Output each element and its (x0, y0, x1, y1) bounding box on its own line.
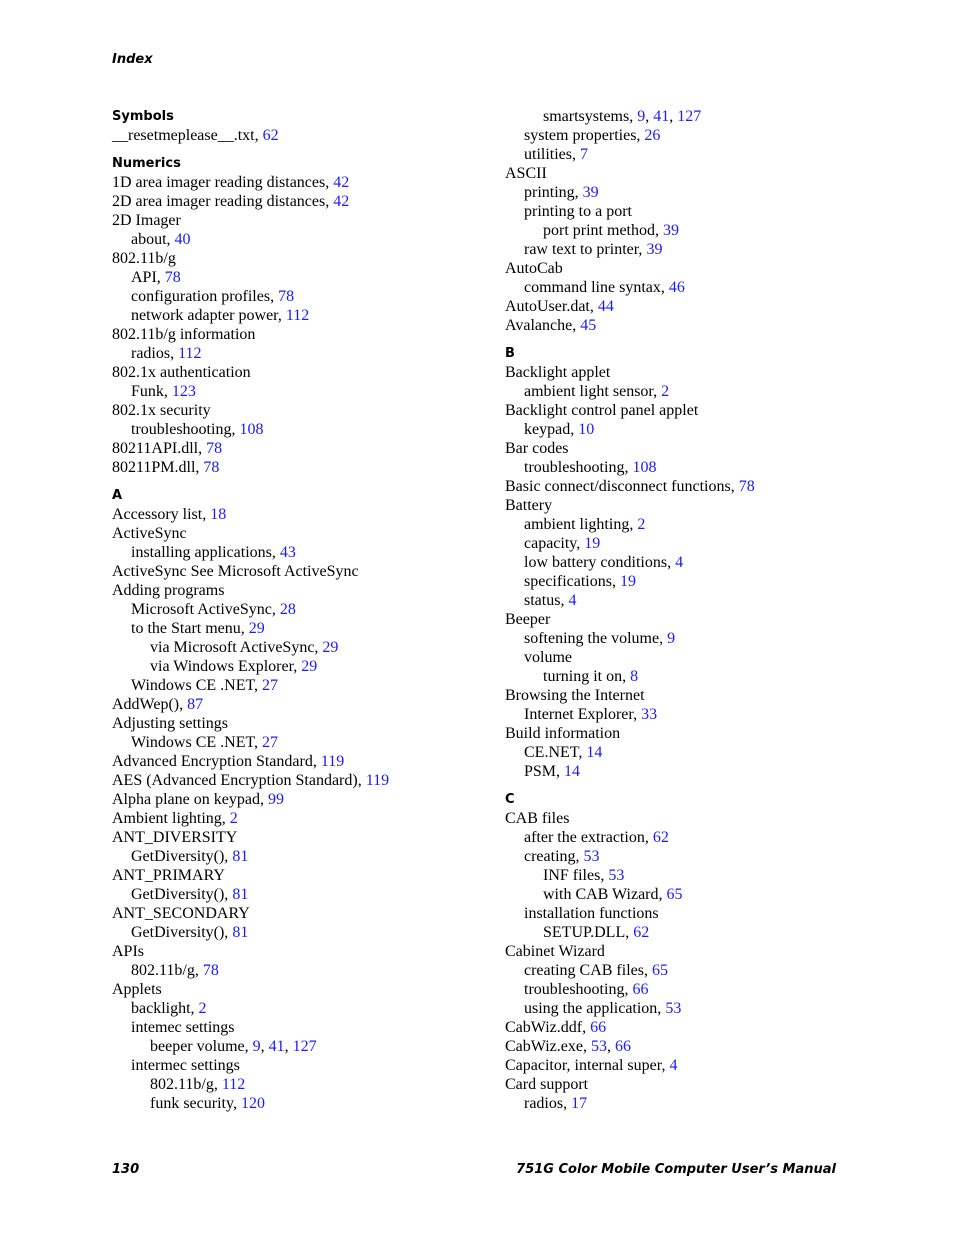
page-link[interactable]: 39 (582, 184, 599, 201)
index-term: CE.NET, (524, 744, 587, 761)
index-term: Avalanche, (505, 317, 581, 334)
page-link[interactable]: 14 (586, 744, 603, 761)
index-entry (112, 325, 512, 344)
index-term: installation functions (524, 905, 659, 922)
index-term: port print method, (543, 222, 663, 239)
index-term: specifications, (524, 573, 620, 590)
index-entry (112, 904, 512, 923)
index-entry (112, 657, 512, 676)
index-term: creating, (524, 848, 584, 865)
index-entry (112, 249, 512, 268)
index-entry (505, 828, 905, 847)
manual-title: 751G Color Mobile Computer User’s Manual (516, 1162, 836, 1177)
index-entry (112, 543, 512, 562)
index-term: configuration profiles, (131, 288, 279, 305)
index-entry (112, 885, 512, 904)
index-term: status, (524, 592, 569, 609)
page-link[interactable]: 9 (667, 630, 676, 647)
index-entry (112, 420, 512, 439)
page-link[interactable]: 9 (252, 1038, 261, 1055)
index-entry (505, 297, 905, 316)
index-term: troubleshooting, (131, 421, 240, 438)
index-term: CAB files (505, 810, 570, 827)
index-entry (112, 638, 512, 657)
page-link[interactable]: 19 (584, 535, 601, 552)
page-link[interactable]: 53 (590, 1038, 607, 1055)
index-entry (112, 211, 512, 230)
index-term: radios, (131, 345, 179, 362)
page-link[interactable]: 123 (171, 383, 196, 400)
page-link[interactable]: 41 (268, 1038, 285, 1055)
page-link[interactable]: 14 (564, 763, 581, 780)
index-entry (112, 524, 512, 543)
index-entry (505, 534, 905, 553)
index-term: Backlight control panel applet (505, 402, 699, 419)
page-link[interactable]: 17 (571, 1095, 588, 1112)
index-entry (112, 942, 512, 961)
page-link[interactable]: 27 (262, 734, 279, 751)
index-term: Adjusting settings (112, 715, 229, 732)
page-link[interactable]: 8 (630, 668, 639, 685)
index-entry (505, 401, 905, 420)
index-term: 802.11b/g (112, 250, 176, 267)
index-entry (505, 885, 905, 904)
index-entry (505, 572, 905, 591)
index-term: ambient lighting, (524, 516, 638, 533)
page-link[interactable]: 112 (178, 345, 202, 362)
index-term: softening the volume, (524, 630, 668, 647)
index-entry (505, 553, 905, 572)
index-entry (112, 752, 512, 771)
index-term: intermec settings (131, 1057, 240, 1074)
index-term: AddWep(), (112, 696, 188, 713)
index-term: CabWiz.ddf, (505, 1019, 591, 1036)
index-term: Battery (505, 497, 553, 514)
page-link[interactable]: 66 (614, 1038, 631, 1055)
index-term: Microsoft ActiveSync, (131, 601, 280, 618)
index-term: Accessory list, (112, 506, 211, 523)
page-link[interactable]: 46 (668, 279, 685, 296)
index-entry (112, 287, 512, 306)
index-entry (505, 496, 905, 515)
index-term: GetDiversity(), (131, 924, 233, 941)
index-entry (112, 173, 512, 192)
page-link[interactable]: 78 (202, 962, 219, 979)
index-term: command line syntax, (524, 279, 669, 296)
index-term: Adding programs (112, 582, 225, 599)
index-entry (505, 382, 905, 401)
index-term: with CAB Wizard, (543, 886, 667, 903)
index-entry (505, 439, 905, 458)
page-separator: , (606, 1038, 615, 1055)
page-link[interactable]: 43 (279, 544, 296, 561)
page-link[interactable]: 26 (644, 127, 661, 144)
index-term: Applets (112, 981, 162, 998)
index-term: 2D Imager (112, 212, 181, 229)
page-link[interactable]: 40 (174, 231, 191, 248)
index-term: via Windows Explorer, (150, 658, 302, 675)
page-link[interactable]: 62 (633, 924, 650, 941)
page-link[interactable]: 29 (301, 658, 318, 675)
index-column-right (505, 107, 905, 1113)
index-term: __resetmeplease__.txt, (112, 127, 263, 144)
page-link[interactable]: 127 (292, 1038, 317, 1055)
index-entry (112, 999, 512, 1018)
page-link[interactable]: 78 (203, 459, 220, 476)
index-term: Browsing the Internet (505, 687, 645, 704)
index-entry (112, 733, 512, 752)
page-link[interactable]: 4 (568, 592, 577, 609)
index-term: after the extraction, (524, 829, 653, 846)
index-term: Internet Explorer, (524, 706, 642, 723)
index-term: ANT_DIVERSITY (112, 829, 238, 846)
page-link[interactable]: 108 (632, 459, 657, 476)
index-entry (505, 1075, 905, 1094)
page-separator: , (669, 108, 678, 125)
index-term: AutoCab (505, 260, 563, 277)
index-entry (505, 363, 905, 382)
index-entry (505, 961, 905, 980)
index-term: AES (Advanced Encryption Standard), (112, 772, 366, 789)
index-entry (505, 420, 905, 439)
index-entry (505, 183, 905, 202)
index-entry (112, 505, 512, 524)
index-entry (505, 477, 905, 496)
page-link[interactable]: 4 (669, 1057, 678, 1074)
page-link[interactable]: 18 (210, 506, 227, 523)
page-link[interactable]: 120 (240, 1095, 265, 1112)
index-term: radios, (524, 1095, 572, 1112)
index-term: Basic connect/disconnect functions, (505, 478, 739, 495)
page-link[interactable]: 2 (198, 1000, 207, 1017)
index-term: 802.1x security (112, 402, 211, 419)
page-link[interactable]: 39 (646, 241, 663, 258)
index-entry (505, 145, 905, 164)
index-term: Build information (505, 725, 621, 742)
page-link[interactable]: 78 (164, 269, 181, 286)
index-entry (112, 809, 512, 828)
index-term: troubleshooting, (524, 981, 633, 998)
index-entry (112, 1056, 512, 1075)
index-entry (112, 268, 512, 287)
index-term: ambient light sensor, (524, 383, 662, 400)
index-term: 802.1x authentication (112, 364, 251, 381)
index-entry (505, 458, 905, 477)
index-entry (112, 961, 512, 980)
index-term: Funk, (131, 383, 172, 400)
index-term: GetDiversity(), (131, 886, 233, 903)
page-link[interactable]: 65 (651, 962, 668, 979)
index-entry (505, 1037, 905, 1056)
page-link[interactable]: 42 (333, 174, 350, 191)
page-link[interactable]: 119 (365, 772, 390, 789)
page-link[interactable]: 81 (232, 848, 249, 865)
index-term: PSM, (524, 763, 565, 780)
index-entry (112, 714, 512, 733)
page-link[interactable]: 78 (278, 288, 295, 305)
index-term: troubleshooting, (524, 459, 633, 476)
page-separator: , (645, 108, 654, 125)
index-term: funk security, (150, 1095, 241, 1112)
page-link[interactable]: 53 (608, 867, 625, 884)
page-link[interactable]: 44 (597, 298, 614, 315)
index-entry (112, 980, 512, 999)
index-entry (505, 259, 905, 278)
index-entry (505, 107, 905, 126)
page-link[interactable]: 39 (662, 222, 679, 239)
running-head: Index (112, 52, 153, 67)
index-entry (505, 126, 905, 145)
page-link[interactable]: 53 (583, 848, 600, 865)
index-entry (505, 686, 905, 705)
index-entry (505, 724, 905, 743)
index-term: ANT_SECONDARY (112, 905, 250, 922)
page-link[interactable]: 28 (279, 601, 296, 618)
page-link[interactable]: 53 (665, 1000, 682, 1017)
index-term: printing, (524, 184, 583, 201)
page-link[interactable]: 119 (320, 753, 345, 770)
index-entry (505, 591, 905, 610)
index-entry (112, 923, 512, 942)
index-entry (505, 904, 905, 923)
index-term: Windows CE .NET, (131, 734, 263, 751)
index-term: intemec settings (131, 1019, 235, 1036)
index-entry (112, 581, 512, 600)
index-term: keypad, (524, 421, 579, 438)
index-term: utilities, (524, 146, 580, 163)
index-entry (112, 126, 512, 145)
index-entry (505, 1056, 905, 1075)
page-link[interactable]: 87 (187, 696, 204, 713)
index-term: ASCII (505, 165, 547, 182)
index-entry (505, 240, 905, 259)
index-term: using the application, (524, 1000, 666, 1017)
page-number: 130 (112, 1162, 140, 1177)
index-entry (112, 1075, 512, 1094)
index-term: 1D area imager reading distances, (112, 174, 334, 191)
page-link[interactable]: 4 (675, 554, 684, 571)
index-term: Card support (505, 1076, 589, 1093)
index-term: via Microsoft ActiveSync, (150, 639, 323, 656)
index-entry (505, 847, 905, 866)
index-entry (505, 202, 905, 221)
index-term: Bar codes (505, 440, 569, 457)
page-link[interactable]: 62 (262, 127, 279, 144)
index-term: 802.11b/g, (150, 1076, 222, 1093)
index-column-left (112, 107, 512, 1113)
page-link[interactable]: 19 (619, 573, 636, 590)
index-term: AutoUser.dat, (505, 298, 598, 315)
index-entry (112, 1018, 512, 1037)
section-heading: Symbols (112, 109, 174, 124)
index-term: smartsystems, (543, 108, 638, 125)
index-term: 802.11b/g information (112, 326, 256, 343)
index-entry (505, 221, 905, 240)
index-term: installing applications, (131, 544, 280, 561)
page-link[interactable]: 2 (661, 383, 670, 400)
index-entry (505, 164, 905, 183)
page-link[interactable]: 127 (677, 108, 702, 125)
page-link[interactable]: 42 (333, 193, 350, 210)
index-term: CabWiz.exe, (505, 1038, 591, 1055)
index-term: Backlight applet (505, 364, 611, 381)
index-entry (112, 1094, 512, 1113)
index-entry (505, 705, 905, 724)
index-entry (505, 629, 905, 648)
page-link[interactable]: 7 (580, 146, 588, 163)
index-term: 2D area imager reading distances, (112, 193, 334, 210)
index-term: APIs (112, 943, 145, 960)
page-separator: , (260, 1038, 269, 1055)
section-heading: C (505, 792, 515, 807)
index-entry (112, 306, 512, 325)
index-entry (505, 980, 905, 999)
section-heading: A (112, 488, 123, 503)
page-link[interactable]: 78 (738, 478, 755, 495)
page-link[interactable]: 78 (206, 440, 223, 457)
index-entry (112, 363, 512, 382)
index-entry (505, 866, 905, 885)
index-term: system properties, (524, 127, 645, 144)
page-link[interactable]: 66 (590, 1019, 607, 1036)
index-term: 802.11b/g, (131, 962, 203, 979)
index-entry (505, 999, 905, 1018)
index-term: ActiveSync See Microsoft ActiveSync (112, 563, 359, 580)
index-term: Windows CE .NET, (131, 677, 263, 694)
index-term: 80211PM.dll, (112, 459, 204, 476)
index-term: volume (524, 649, 572, 666)
page-link[interactable]: 2 (229, 810, 238, 827)
page-link[interactable]: 112 (221, 1076, 246, 1093)
index-entry (112, 619, 512, 638)
page-link[interactable]: 9 (637, 108, 646, 125)
index-term: ANT_PRIMARY (112, 867, 225, 884)
index-term: SETUP.DLL, (543, 924, 634, 941)
index-entry (112, 230, 512, 249)
index-term: Ambient lighting, (112, 810, 230, 827)
index-entry (112, 458, 512, 477)
index-entry (112, 866, 512, 885)
page-link[interactable]: 99 (267, 791, 284, 808)
index-entry (112, 192, 512, 211)
index-entry (505, 648, 905, 667)
index-term: ActiveSync (112, 525, 187, 542)
page-link[interactable]: 29 (248, 620, 265, 637)
page-link[interactable]: 29 (322, 639, 339, 656)
section-heading: B (505, 346, 515, 361)
page-link[interactable]: 2 (637, 516, 646, 533)
index-term: about, (131, 231, 175, 248)
index-term: beeper volume, (150, 1038, 253, 1055)
index-term: network adapter power, (131, 307, 286, 324)
index-entry (505, 809, 905, 828)
index-entry (505, 316, 905, 335)
index-entry (505, 743, 905, 762)
index-term: turning it on, (543, 668, 631, 685)
index-term: Alpha plane on keypad, (112, 791, 268, 808)
index-entry (112, 562, 512, 581)
index-term: INF files, (543, 867, 609, 884)
index-term: 80211API.dll, (112, 440, 207, 457)
index-term: to the Start menu, (131, 620, 249, 637)
index-term: API, (131, 269, 165, 286)
index-entry (112, 600, 512, 619)
section-heading: Numerics (112, 156, 181, 171)
page-separator: , (284, 1038, 293, 1055)
page-link[interactable]: 33 (641, 706, 658, 723)
index-term: printing to a port (524, 203, 632, 220)
index-entry (112, 401, 512, 420)
index-term: Cabinet Wizard (505, 943, 605, 960)
index-entry (505, 515, 905, 534)
index-entry (112, 1037, 512, 1056)
page-link[interactable]: 65 (666, 886, 683, 903)
index-entry (112, 344, 512, 363)
index-entry (505, 1094, 905, 1113)
index-entry (112, 790, 512, 809)
index-entry (112, 847, 512, 866)
page-link[interactable]: 41 (653, 108, 670, 125)
index-term: Beeper (505, 611, 551, 628)
index-entry (505, 278, 905, 297)
index-term: Capacitor, internal super, (505, 1057, 670, 1074)
index-term: creating CAB files, (524, 962, 652, 979)
page-link[interactable]: 108 (239, 421, 264, 438)
index-entry (112, 828, 512, 847)
index-entry (112, 439, 512, 458)
index-entry (112, 771, 512, 790)
index-term: GetDiversity(), (131, 848, 233, 865)
index-term: low battery conditions, (524, 554, 676, 571)
page-link[interactable]: 81 (232, 886, 249, 903)
index-entry (505, 923, 905, 942)
index-term: capacity, (524, 535, 585, 552)
index-entry (505, 1018, 905, 1037)
index-term: Advanced Encryption Standard, (112, 753, 321, 770)
index-entry (112, 676, 512, 695)
index-entry (112, 382, 512, 401)
index-term: backlight, (131, 1000, 199, 1017)
index-entry (505, 610, 905, 629)
page-link[interactable]: 45 (580, 317, 597, 334)
index-entry (505, 762, 905, 781)
page-link[interactable]: 10 (578, 421, 595, 438)
page-link[interactable]: 62 (652, 829, 669, 846)
index-entry (505, 667, 905, 686)
page-link[interactable]: 66 (632, 981, 649, 998)
page-link[interactable]: 27 (262, 677, 279, 694)
index-term: raw text to printer, (524, 241, 647, 258)
page-link[interactable]: 81 (232, 924, 249, 941)
index-entry (505, 942, 905, 961)
index-entry (112, 695, 512, 714)
page-link[interactable]: 112 (285, 307, 310, 324)
